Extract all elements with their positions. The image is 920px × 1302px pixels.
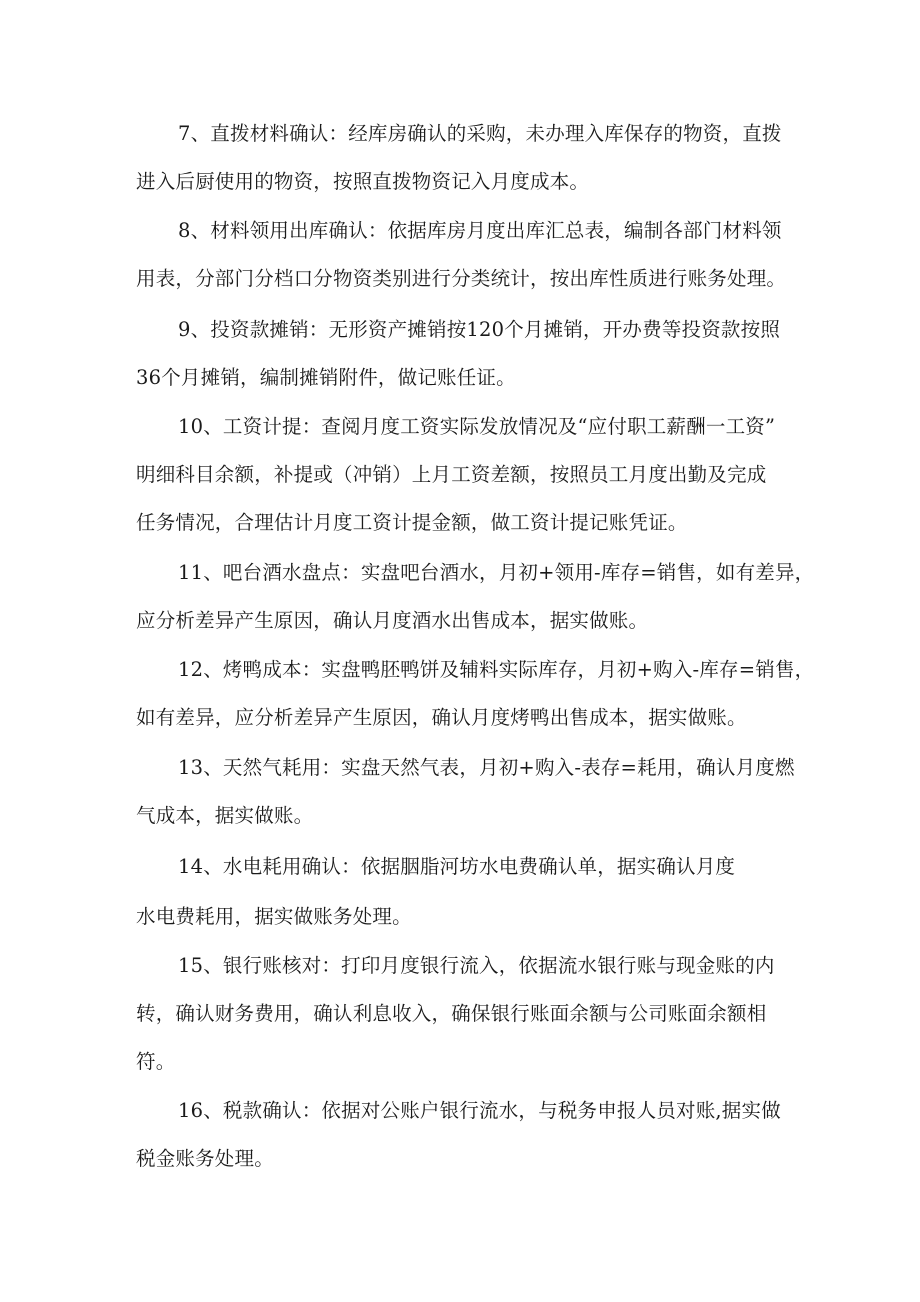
paragraph-item-14-line-1: 14、水电耗用确认：依据胭脂河坊水电费确认单，据实确认月度 (178, 855, 736, 878)
paragraph-item-11-line-1: 11、吧台酒水盘点：实盘吧台酒水，月初+领用-库存=销售，如有差异， (178, 561, 815, 584)
paragraph-item-16-line-1: 16、税款确认：依据对公账户银行流水，与税务申报人员对账,据实做 (178, 1099, 781, 1122)
paragraph-item-14-line-2: 水电费耗用，据实做账务处理。 (136, 905, 412, 928)
paragraph-item-8-line-2: 用表，分部门分档口分物资类别进行分类统计，按出库性质进行账务处理。 (136, 267, 787, 290)
paragraph-item-7-line-1: 7、直拨材料确认：经库房确认的采购，未办理入库保存的物资，直拨 (178, 122, 782, 145)
paragraph-item-10-line-3: 任务情况，合理估计月度工资计提金额，做工资计提记账凭证。 (136, 511, 688, 534)
paragraph-item-16-line-2: 税金账务处理。 (136, 1147, 274, 1170)
paragraph-item-15-line-3: 符。 (136, 1050, 176, 1073)
paragraph-item-10-line-1: 10、工资计提：查阅月度工资实际发放情况及“应付职工薪酬一工资” (178, 415, 776, 438)
paragraph-item-11-line-2: 应分析差异产生原因，确认月度酒水出售成本，据实做账。 (136, 609, 649, 632)
paragraph-item-13-line-2: 气成本，据实做账。 (136, 804, 314, 827)
paragraph-item-12-line-2: 如有差异，应分析差异产生原因，确认月度烤鸭出售成本，据实做账。 (136, 706, 747, 729)
paragraph-item-13-line-1: 13、天然气耗用：实盘天然气表，月初+购入-表存=耗用，确认月度燃 (178, 756, 795, 779)
paragraph-item-12-line-1: 12、烤鸭成本：实盘鸭胚鸭饼及辅料实际库存，月初+购入-库存=销售， (178, 658, 815, 681)
paragraph-item-7-line-2: 进入后厨使用的物资，按照直拨物资记入月度成本。 (136, 170, 590, 193)
paragraph-item-9-line-2: 36个月摊销，编制摊销附件，做记账任证。 (136, 366, 516, 389)
paragraph-item-9-line-1: 9、投资款摊销：无形资产摊销按120个月摊销，开办费等投资款按照 (178, 318, 781, 341)
paragraph-item-15-line-1: 15、银行账核对：打印月度银行流入，依据流水银行账与现金账的内 (178, 954, 775, 977)
paragraph-item-10-line-2: 明细科目余额，补提或（冲销）上月工资差额，按照员工月度出勤及完成 (136, 463, 767, 486)
paragraph-item-15-line-2: 转，确认财务费用，确认利息收入，确保银行账面余额与公司账面余额相 (136, 1002, 767, 1025)
paragraph-item-8-line-1: 8、材料领用出库确认：依据库房月度出库汇总表，编制各部门材料领 (178, 219, 782, 242)
